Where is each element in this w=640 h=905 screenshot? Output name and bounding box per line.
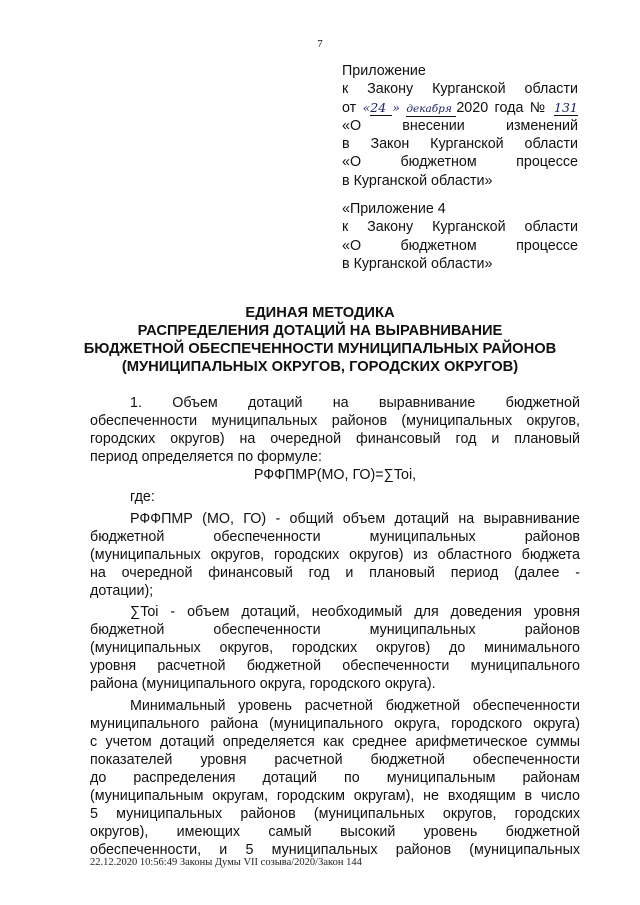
paragraph-4-line: до распределения дотаций по муниципальным районам (90, 769, 580, 786)
title-line: РАСПРЕДЕЛЕНИЯ ДОТАЦИЙ НА ВЫРАВНИВАНИЕ (137, 323, 503, 339)
appendix-header (342, 62, 578, 190)
paragraph-3-line: (муниципальных округов, городских округов) до минимального (90, 640, 580, 657)
appendix-4-label: «Приложение 4 (342, 201, 446, 217)
appendix-law-line: к Закону Курганской области (342, 81, 578, 98)
paragraph-2-line: (муниципальных округов, городских округов) из областного бюджета (90, 546, 580, 563)
paragraph-2-line: дотации); (90, 582, 154, 599)
paragraph-4-line: Минимальный уровень расчетной бюджетной обеспеченности (130, 697, 580, 714)
paragraph-3-line: бюджетной обеспеченности муниципальных районов (90, 622, 580, 639)
title-line: (МУНИЦИПАЛЬНЫХ ОКРУГОВ, ГОРОДСКИХ ОКРУГОВ) (121, 359, 519, 375)
date-day-handwritten: «24 » (362, 99, 400, 115)
law-number-handwritten: 131 (554, 99, 578, 115)
paragraph-4-line: обеспеченности, и 5 муниципальных районов (муниципальных (90, 842, 580, 859)
paragraph-2-line: на очередной финансовый год и плановый период (далее - (90, 564, 580, 581)
page-number: 7 (317, 38, 323, 50)
paragraph-3-line: района (муниципального округа, городского округа). (90, 676, 436, 693)
formula: РФФПМР(МО, ГО)=∑Toi, (253, 467, 417, 484)
paragraph-1-line: период определяется по формуле: (90, 449, 322, 466)
paragraph-4-line: (муниципальным округам, городским округам), не входящим в число (90, 787, 580, 804)
title-line: БЮДЖЕТНОЙ ОБЕСПЕЧЕННОСТИ МУНИЦИПАЛЬНЫХ РАЙОНОВ (83, 341, 557, 357)
appendix-label: Приложение (342, 63, 426, 79)
appendix-law-line: в Закон Курганской области (342, 136, 578, 153)
paragraph-4-line: показателей уровня расчетной бюджетной обеспеченности (90, 751, 580, 768)
appendix-amend-line: «О внесении изменений (342, 117, 578, 134)
paragraph-2-line: РФФПМР (МО, ГО) - общий объем дотаций на выравнивание (130, 510, 580, 527)
paragraph-1-line: 1. Объем дотаций на выравнивание бюджетной (130, 395, 580, 411)
document-body (90, 394, 580, 859)
date-from-label: от (342, 99, 357, 116)
paragraph-4-line: 5 муниципальных районов (муниципальных округов, городских (90, 806, 580, 823)
appendix-4-law-title-line: в Курганской области» (342, 255, 493, 272)
document-footer: 22.12.2020 10:56:49 Законы Думы VII созыва/2020/Закон 144 (90, 857, 362, 868)
paragraph-4-line: округов), имеющих самый высокий уровень бюджетной (90, 824, 580, 841)
paragraph-3-line: ∑Toi - объем дотаций, необходимый для доведения уровня (130, 604, 580, 621)
paragraph-1-line: обеспеченности муниципальных районов (муниципальных округов, (90, 413, 580, 430)
appendix-law-title-line: «О бюджетном процессе (342, 154, 578, 171)
date-year-label: 2020 года № (456, 99, 548, 116)
paragraph-4-line: с учетом дотаций определяется как среднее арифметическое суммы (90, 733, 580, 750)
date-month-handwritten: декабря (406, 102, 456, 117)
paragraph-1-line: городских округов) на очередной финансовый год и плановый (90, 431, 580, 448)
where-label: где: (130, 489, 155, 506)
document-title (60, 304, 580, 376)
appendix-4-header (342, 200, 578, 273)
title-line: ЕДИНАЯ МЕТОДИКА (245, 305, 395, 321)
paragraph-3-line: уровня расчетной бюджетной обеспеченности муниципального (90, 658, 580, 675)
appendix-date-line (342, 99, 578, 117)
appendix-4-law-title-line: «О бюджетном процессе (342, 237, 578, 254)
appendix-4-law-line: к Закону Курганской области (342, 219, 578, 236)
appendix-law-title-line: в Курганской области» (342, 172, 493, 189)
paragraph-2-line: бюджетной обеспеченности муниципальных районов (90, 528, 580, 545)
paragraph-4-line: муниципального района (муниципального округа, городского округа) (90, 715, 580, 732)
